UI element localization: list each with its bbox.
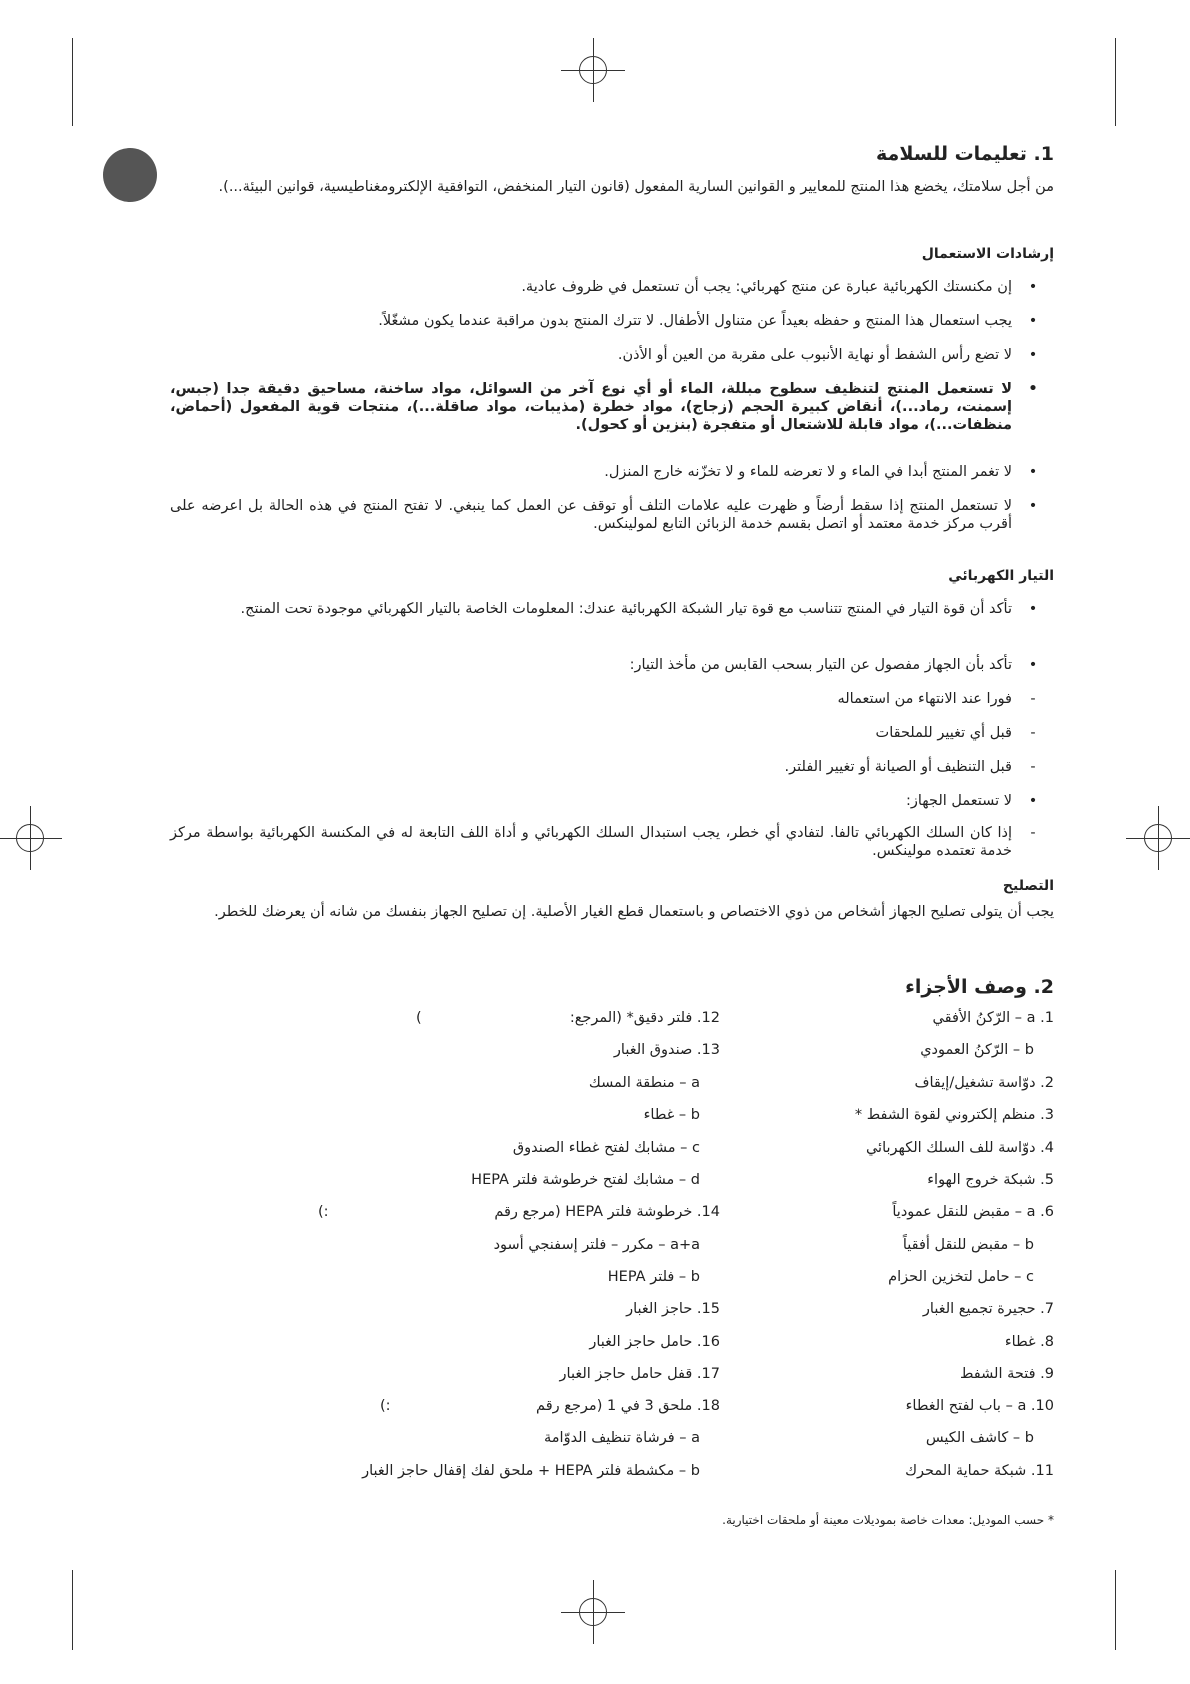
registration-mark-bottom — [573, 1592, 613, 1632]
usage-item-warning: • لا تستعمل المنتج لتنظيف سطوح مبللة، الماء أو أي نوع آخر من السوائل، مواد ساخنة، مساحيق دقيقة جدا (جبس، إسمنت، رماد...)، أنقاض كبيرة الحجم (زجاج)، مواد خطرة (مذيبات، مواد صاقلة...)، منتجات قوية المفعول (أحماض، منظفات...)، مواد قابلة للاشتعال أو متفجرة (بنزين أو كحول). — [170, 381, 1038, 433]
electric-item: • لا تستعمل الجهاز: — [906, 793, 1038, 809]
part-item: 14. خرطوشة فلتر HEPA (مرجع رقم — [494, 1204, 720, 1220]
part-item: 1. a – الرّكنُ الأفقي — [932, 1010, 1054, 1026]
electric-subitem: - قبل أي تغيير للملحقات — [875, 725, 1036, 741]
part-item: 5. شبكة خروج الهواء — [927, 1172, 1054, 1188]
part-item: b – الرّكنُ العمودي — [920, 1042, 1034, 1058]
electric-item: • تأكد بأن الجهاز مفصول عن التيار بسحب القابس من مأخذ التيار: — [629, 657, 1038, 673]
crop-mark — [1115, 1570, 1116, 1650]
part-item: b – كاشف الكيس — [925, 1430, 1034, 1446]
crop-mark — [1115, 38, 1116, 126]
crop-mark — [72, 38, 73, 126]
part-item: a – منطقة المسك — [588, 1075, 700, 1091]
part-item: d – مشابك لفتح خرطوشة فلتر HEPA — [471, 1172, 700, 1188]
part-item: 11. شبكة حماية المحرك — [905, 1463, 1054, 1479]
part-item: b – مكشطة فلتر HEPA + ملحق لفك إقفال حاجز الغبار — [362, 1463, 700, 1479]
electric-heading: التيار الكهربائي — [948, 568, 1054, 584]
electric-subitem: - إذا كان السلك الكهربائي تالفا. لتفادي أي خطر، يجب استبدال السلك الكهربائي و أداة اللف التابعة له في المكنسة الكهربائية بواسطة مركز خدمة تعتمده مولينكس. — [170, 825, 1036, 859]
parts-list-left — [270, 1010, 720, 1490]
usage-heading: إرشادات الاستعمال — [921, 246, 1054, 262]
part-item: a+a – مكرر – فلتر إسفنجي أسود — [493, 1237, 700, 1253]
registration-mark-left — [10, 818, 50, 858]
part-item: c – حامل لتخزين الحزام — [888, 1269, 1034, 1285]
section1-intro: من أجل سلامتك، يخضع هذا المنتج للمعايير و القوانين السارية المفعول (قانون التيار المنخفض، التوافقية الإلكترومغناطيسية، قوانين البيئة...). — [218, 179, 1054, 195]
registration-mark-top — [573, 50, 613, 90]
electric-subitem: - قبل التنظيف أو الصيانة أو تغيير الفلتر. — [784, 759, 1036, 775]
part-item: 4. دوّاسة للف السلك الكهربائي — [865, 1140, 1054, 1156]
electric-subitem: - فورا عند الانتهاء من استعماله — [837, 691, 1036, 707]
part-item: a – فرشاة تنظيف الدوّامة — [544, 1430, 700, 1446]
reference-close-paren: :) — [380, 1398, 391, 1414]
part-item: c – مشابك لفتح غطاء الصندوق — [512, 1140, 700, 1156]
usage-item: • لا تغمر المنتج أبدا في الماء و لا تعرضه للماء و لا تخزّنه خارج المنزل. — [604, 464, 1038, 480]
part-item: 8. غطاء — [1004, 1334, 1054, 1350]
section2-title: 2. وصف الأجزاء — [905, 976, 1054, 998]
language-tab-dot — [103, 148, 157, 202]
part-item: b – مقبض للنقل أفقياً — [902, 1237, 1034, 1253]
part-item: 10. a – باب لفتح الغطاء — [905, 1398, 1054, 1414]
part-item: 9. فتحة الشفط — [960, 1366, 1054, 1382]
part-item: 3. منظم إلكتروني لقوة الشفط * — [854, 1107, 1054, 1123]
part-item: 12. فلتر دقيق* (المرجع: — [569, 1010, 720, 1026]
part-item: 17. قفل حامل حاجز الغبار — [559, 1366, 720, 1382]
part-item: 6. a – مقبض للنقل عمودياً — [892, 1204, 1054, 1220]
part-item: b – غطاء — [643, 1107, 700, 1123]
registration-mark-right — [1138, 818, 1178, 858]
usage-item: • لا تستعمل المنتج إذا سقط أرضاً و ظهرت عليه علامات التلف أو توقف عن العمل كما ينبغي. لا تفتح المنتج في هذه الحالة بل اعرضه على أقرب مركز خدمة معتمد أو اتصل بقسم خدمة الزبائن التابع لمولينكس. — [170, 498, 1038, 532]
part-item: 7. حجيرة تجميع الغبار — [922, 1301, 1054, 1317]
part-item: 13. صندوق الغبار — [613, 1042, 720, 1058]
usage-item: • إن مكنستك الكهربائية عبارة عن منتج كهربائي: يجب أن تستعمل في ظروف عادية. — [521, 279, 1038, 295]
section1-title: 1. تعليمات للسلامة — [876, 143, 1054, 165]
repair-text: يجب أن يتولى تصليح الجهاز أشخاص من ذوي الاختصاص و باستعمال قطع الغيار الأصلية. إن تصليح الجهاز بنفسك من شانه أن يعرضك للخطر. — [214, 904, 1054, 920]
repair-heading: التصليح — [1002, 878, 1054, 894]
part-item: 2. دوّاسة تشغيل/إيقاف — [914, 1075, 1054, 1091]
reference-close-paren: :) — [318, 1204, 329, 1220]
part-item: b – فلتر HEPA — [607, 1269, 700, 1285]
crop-mark — [72, 1570, 73, 1650]
footnote: * حسب الموديل: معدات خاصة بموديلات معينة أو ملحقات اختيارية. — [722, 1513, 1054, 1527]
part-item: 18. ملحق 3 في 1 (مرجع رقم — [536, 1398, 720, 1414]
part-item: 16. حامل حاجز الغبار — [589, 1334, 720, 1350]
reference-close-paren: ) — [416, 1010, 422, 1026]
parts-list-right — [754, 1010, 1054, 1490]
part-item: 15. حاجز الغبار — [626, 1301, 720, 1317]
usage-item: • يجب استعمال هذا المنتج و حفظه بعيداً عن متناول الأطفال. لا تترك المنتج بدون مراقبة عندما يكون مشغّلاً. — [378, 313, 1038, 329]
usage-item: • لا تضع رأس الشفط أو نهاية الأنبوب على مقربة من العين أو الأذن. — [617, 347, 1038, 363]
electric-item: • تأكد أن قوة التيار في المنتج تتناسب مع قوة تيار الشبكة الكهربائية عندك: المعلومات الخاصة بالتيار الكهربائي موجودة تحت المنتج. — [240, 601, 1038, 617]
